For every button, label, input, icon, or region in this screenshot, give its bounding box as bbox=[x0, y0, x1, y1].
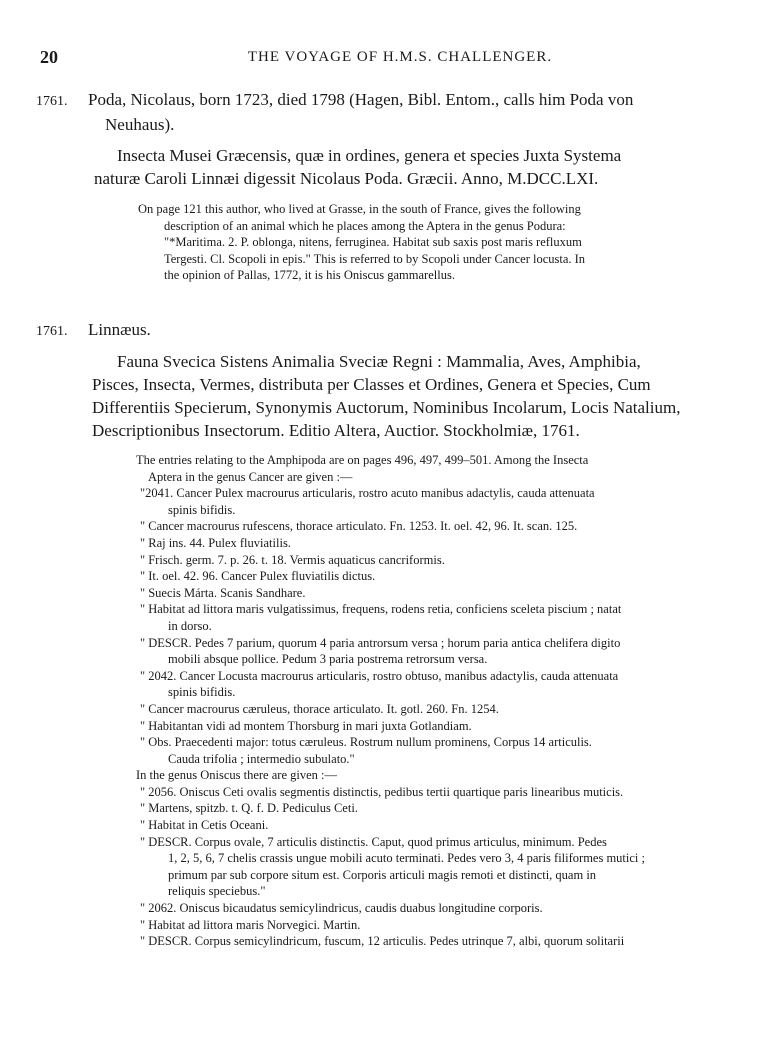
entry-year: 1761. bbox=[36, 324, 68, 339]
note-line: Tergesti. Cl. Scopoli in epis." This is referred to by Scopoli under Cancer locusta. In bbox=[164, 251, 586, 266]
note-line: " Frisch. germ. 7. p. 26. t. 18. Vermis aquaticus cancriformis. bbox=[140, 552, 445, 567]
note-line: reliquis speciebus." bbox=[168, 884, 266, 899]
note-line: Aptera in the genus Cancer are given :— bbox=[148, 469, 353, 484]
title-line: Insecta Musei Græcensis, quæ in ordines, genera et species Juxta Systema bbox=[117, 146, 622, 165]
note-line: " Raj ins. 44. Pulex fluviatilis. bbox=[140, 535, 291, 550]
note-line: The entries relating to the Amphipoda are on pages 496, 497, 499–501. Among the Insecta bbox=[136, 453, 589, 467]
note-line: spinis bifidis. bbox=[168, 502, 236, 517]
note-line: " 2042. Cancer Locusta macrourus articularis, rostro obtuso, manibus adactylis, cauda attenuata bbox=[140, 668, 619, 683]
title-line: Differentiis Specierum, Synonymis Auctorum, Nominibus Incolarum, Locis Natalium, bbox=[92, 398, 681, 417]
note-line: " Habitat ad littora maris vulgatissimus, frequens, rodens retia, conficiens sceleta piscium ; natat bbox=[140, 602, 622, 617]
note-line: " DESCR. Corpus ovale, 7 articulis distinctis. Caput, quod primus articulus, minimum. Pedes bbox=[140, 834, 607, 849]
note-line: mobili absque pollice. Pedum 3 paria postrema retrorsum versa. bbox=[168, 652, 488, 667]
note-line: " Cancer macrourus rufescens, thorace articulato. Fn. 1253. It. oel. 42, 96. It. scan. 125. bbox=[140, 519, 578, 534]
note-line: " Martens, spitzb. t. Q. f. D. Pediculus Ceti. bbox=[140, 801, 358, 816]
note-line: "*Maritima. 2. P. oblonga, nitens, ferruginea. Habitat sub saxis post maris refluxum bbox=[164, 235, 582, 250]
entry-poda-note bbox=[138, 201, 728, 284]
running-title: THE VOYAGE OF H.M.S. CHALLENGER. bbox=[247, 49, 553, 65]
note-line: " Habitantan vidi ad montem Thorsburg in mari juxta Gotlandiam. bbox=[140, 718, 472, 733]
note-line: " 2062. Oniscus bicaudatus semicylindricus, caudis duabus longitudine corporis. bbox=[140, 901, 543, 916]
note-line: " DESCR. Corpus semicylindricum, fuscum, 12 articulis. Pedes utrinque 7, albi, quorum solitarii bbox=[140, 934, 625, 949]
title-line: Fauna Svecica Sistens Animalia Sveciæ Regni : Mammalia, Aves, Amphibia, bbox=[117, 352, 641, 371]
entry-linnaeus-heading bbox=[36, 318, 736, 343]
note-line: spinis bifidis. bbox=[168, 685, 236, 700]
page-header bbox=[40, 47, 760, 71]
note-line: " Obs. Praecedenti major: totus cæruleus. Rostrum nullum prominens, Corpus 14 articulis. bbox=[140, 735, 592, 750]
note-line: 1, 2, 5, 6, 7 chelis crassis ungue mobili acuto terminati. Pedes vero 3, 4 paris filiformes mutici ; bbox=[168, 851, 645, 866]
note-line: " Suecis Márta. Scanis Sandhare. bbox=[140, 585, 306, 600]
note-line: " 2056. Oniscus Ceti ovalis segmentis distinctis, pedibus tertii quartique paris linearibus muticis. bbox=[140, 784, 624, 799]
note-line: " Habitat in Cetis Oceani. bbox=[140, 818, 269, 833]
entry-author-line: Poda, Nicolaus, born 1723, died 1798 (Hagen, Bibl. Entom., calls him Poda von bbox=[88, 90, 634, 109]
note-line: Cauda trifolia ; intermedio subulato." bbox=[168, 751, 355, 766]
entry-linnaeus-note bbox=[136, 452, 728, 950]
note-line: In the genus Oniscus there are given :— bbox=[136, 768, 337, 783]
note-line: " Cancer macrourus cæruleus, thorace articulato. It. gotl. 260. Fn. 1254. bbox=[140, 701, 499, 716]
entry-author-line-2: Neuhaus). bbox=[105, 115, 175, 134]
title-line: Descriptionibus Insectorum. Editio Altera, Auctior. Stockholmiæ, 1761. bbox=[92, 421, 580, 440]
note-line: primum par sub corpore situm est. Corporis articuli magis remoti et distincti, quam in bbox=[168, 867, 597, 882]
note-line: the opinion of Pallas, 1772, it is his Oniscus gammarellus. bbox=[164, 268, 455, 283]
note-line: " Habitat ad littora maris Norvegici. Martin. bbox=[140, 917, 361, 932]
note-line: " It. oel. 42. 96. Cancer Pulex fluviatilis dictus. bbox=[140, 569, 376, 584]
note-line: description of an animal which he places among the Aptera in the genus Podura: bbox=[164, 218, 566, 233]
note-line: in dorso. bbox=[168, 618, 212, 633]
entry-linnaeus-title bbox=[92, 350, 728, 442]
title-line: naturæ Caroli Linnæi digessit Nicolaus Poda. Græcii. Anno, M.DCC.LXI. bbox=[94, 169, 599, 188]
note-line: On page 121 this author, who lived at Grasse, in the south of France, gives the following bbox=[138, 202, 581, 216]
entry-poda-title bbox=[94, 144, 727, 190]
note-line: "2041. Cancer Pulex macrourus articularis, rostro acuto manibus adactylis, cauda attenuata bbox=[140, 486, 595, 501]
entry-author: Linnæus. bbox=[88, 320, 151, 339]
entry-poda-heading bbox=[36, 88, 736, 136]
title-line: Pisces, Insecta, Vermes, distributa per Classes et Ordines, Genera et Species, Cum bbox=[92, 375, 651, 394]
note-line: " DESCR. Pedes 7 parium, quorum 4 paria antrorsum versa ; horum paria antica chelifera digito bbox=[140, 635, 621, 650]
entry-year: 1761. bbox=[36, 94, 68, 109]
page-number: 20 bbox=[40, 47, 58, 67]
